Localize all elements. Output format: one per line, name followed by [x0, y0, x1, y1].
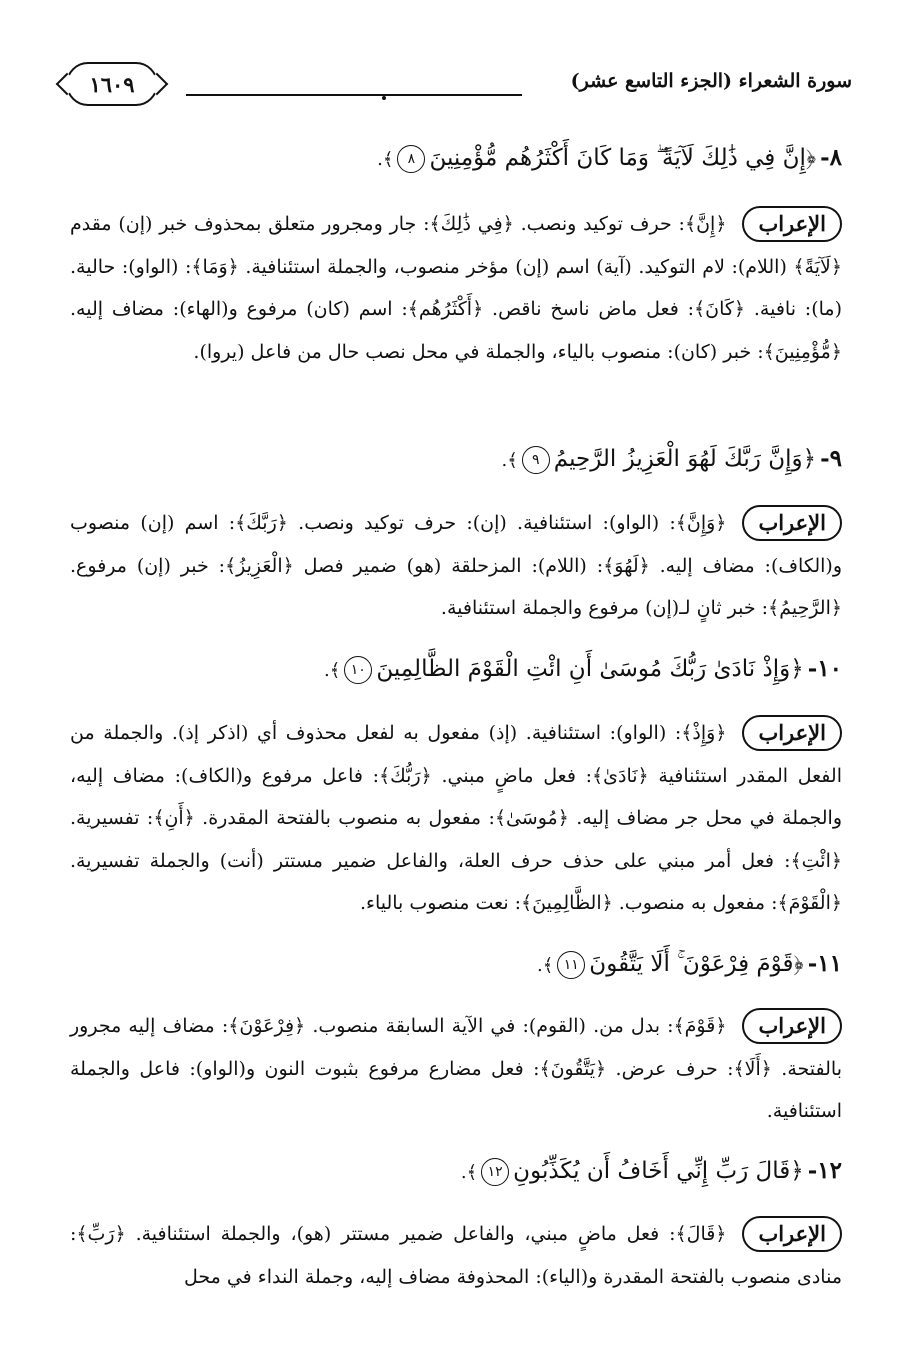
- verse-number: ٩-: [820, 445, 842, 472]
- irab-label: الإعراب: [742, 1216, 842, 1252]
- verse-12: [66, 1157, 842, 1186]
- ayah-end-marker: ٩: [522, 446, 550, 474]
- verse-end: ﴾.: [501, 450, 518, 471]
- verse-end: ﴾.: [537, 955, 554, 976]
- verse-number: ١٠-: [807, 655, 842, 682]
- irab-paragraph-8: [70, 203, 842, 425]
- verse-number: ١١-: [807, 950, 842, 977]
- irab-label: الإعراب: [742, 505, 842, 541]
- surah-title: سورة الشعراء (الجزء التاسع عشر): [570, 70, 852, 92]
- irab-paragraph-10: [70, 712, 842, 934]
- irab-label: الإعراب: [742, 715, 842, 751]
- page-number: ١٦٠٩: [66, 62, 158, 106]
- irab-label: الإعراب: [742, 1008, 842, 1044]
- header-dot: [382, 96, 386, 100]
- verse-text: ﴿وَإِذْ نَادَىٰ رَبُّكَ مُوسَىٰ أَنِ ائْتِ الْقَوْمَ الظَّالِمِينَ: [376, 656, 804, 682]
- verse-10: [66, 655, 842, 684]
- verse-end: ﴾.: [460, 1162, 478, 1183]
- verse-number: ٨-: [820, 144, 842, 171]
- irab-label: الإعراب: [742, 206, 842, 242]
- verse-end: ﴾.: [324, 660, 341, 681]
- ayah-end-marker: ٨: [397, 145, 425, 173]
- verse-text: ﴿قَالَ رَبِّ إِنِّي أَخَافُ أَن يُكَذِّبُونِ: [513, 1158, 804, 1184]
- verse-9: [66, 445, 842, 474]
- irab-text: ﴿وَإِذْ﴾: (الواو): استئنافية. (إذ) مفعول به لفعل محذوف أي (اذكر إذ). والجملة من الفعل المقدر استئنافية ﴿نَادَىٰ﴾: فعل ماضٍ مبني. ﴿رَبُّكَ﴾: فاعل مرفوع و(الكاف): مضاف إليه، والجملة في محل جر مضاف إليه. ﴿مُوسَىٰ﴾: مفعول به منصوب بالفتحة المقدرة. ﴿أَنِ﴾: تفسيرية. ﴿ائْتِ﴾: فعل أمر مبني على حذف حرف العلة، والفاعل ضمير مستتر (أنت) والجملة تفسيرية. ﴿الْقَوْمَ﴾: مفعول به منصوب. ﴿الظَّالِمِينَ﴾: نعت منصوب بالياء.: [70, 722, 842, 914]
- page-header: [66, 62, 852, 114]
- verse-end: ﴾.: [377, 149, 394, 170]
- irab-paragraph-11: [70, 1005, 842, 1141]
- irab-text: ﴿إِنَّ﴾: حرف توكيد ونصب. ﴿فِي ذَٰلِكَ﴾: جار ومجرور متعلق بمحذوف خبر (إن) مقدم ﴿لَآيَةً﴾ (اللام): لام التوكيد. (آية) اسم (إن) مؤخر منصوب، والجملة استئنافية. ﴿وَمَا﴾: (الواو): حالية. (ما): نافية. ﴿كَانَ﴾: فعل ماض ناسخ ناقص. ﴿أَكْثَرُهُم﴾: اسم (كان) مرفوع و(الهاء): مضاف إليه. ﴿مُّؤْمِنِينَ﴾: خبر (كان): منصوب بالياء، والجملة في محل نصب حال من فاعل (يروا).: [70, 213, 842, 363]
- irab-paragraph-9: [70, 502, 842, 638]
- verse-text: ﴿وَإِنَّ رَبَّكَ لَهُوَ الْعَزِيزُ الرَّحِيمُ: [553, 446, 817, 472]
- irab-text: ﴿قَوْمَ﴾: بدل من. (القوم): في الآية السابقة منصوب. ﴿فِرْعَوْنَ﴾: مضاف إليه مجرور بالفتحة. ﴿أَلَا﴾: حرف عرض. ﴿يَتَّقُونَ﴾: فعل مضارع مرفوع بثبوت النون و(الواو): فاعل والجملة استئنافية.: [70, 1015, 842, 1122]
- header-rule: [186, 94, 522, 96]
- ayah-end-marker: ١١: [557, 951, 585, 979]
- verse-number: ١٢-: [807, 1157, 842, 1184]
- irab-text: ﴿وَإِنَّ﴾: (الواو): استئنافية. (إن): حرف توكيد ونصب. ﴿رَبَّكَ﴾: اسم (إن) منصوب و(الكاف): مضاف إليه. ﴿لَهُوَ﴾: (اللام): المزحلقة (هو) ضمير فصل ﴿الْعَزِيزُ﴾: خبر (إن) مرفوع. ﴿الرَّحِيمُ﴾: خبر ثانٍ لـ(إن) مرفوع والجملة استئنافية.: [70, 512, 842, 619]
- verse-text: ﴿إِنَّ فِي ذَٰلِكَ لَآيَةً ۖ وَمَا كَانَ أَكْثَرُهُم مُّؤْمِنِينَ: [429, 145, 817, 171]
- verse-text: ﴿قَوْمَ فِرْعَوْنَ ۚ أَلَا يَتَّقُونَ: [589, 951, 804, 977]
- verse-8: [66, 144, 842, 173]
- ayah-end-marker: ١٢: [481, 1158, 509, 1186]
- ayah-end-marker: ١٠: [344, 656, 372, 684]
- irab-text: ﴿قَالَ﴾: فعل ماضٍ مبني، والفاعل ضمير مستتر (هو)، والجملة استئنافية. ﴿رَبِّ﴾: منادى منصوب بالفتحة المقدرة و(الياء): المحذوفة مضاف إليه، وجملة النداء في محل: [70, 1223, 842, 1288]
- verse-11: [66, 950, 842, 979]
- irab-paragraph-12: [70, 1213, 842, 1305]
